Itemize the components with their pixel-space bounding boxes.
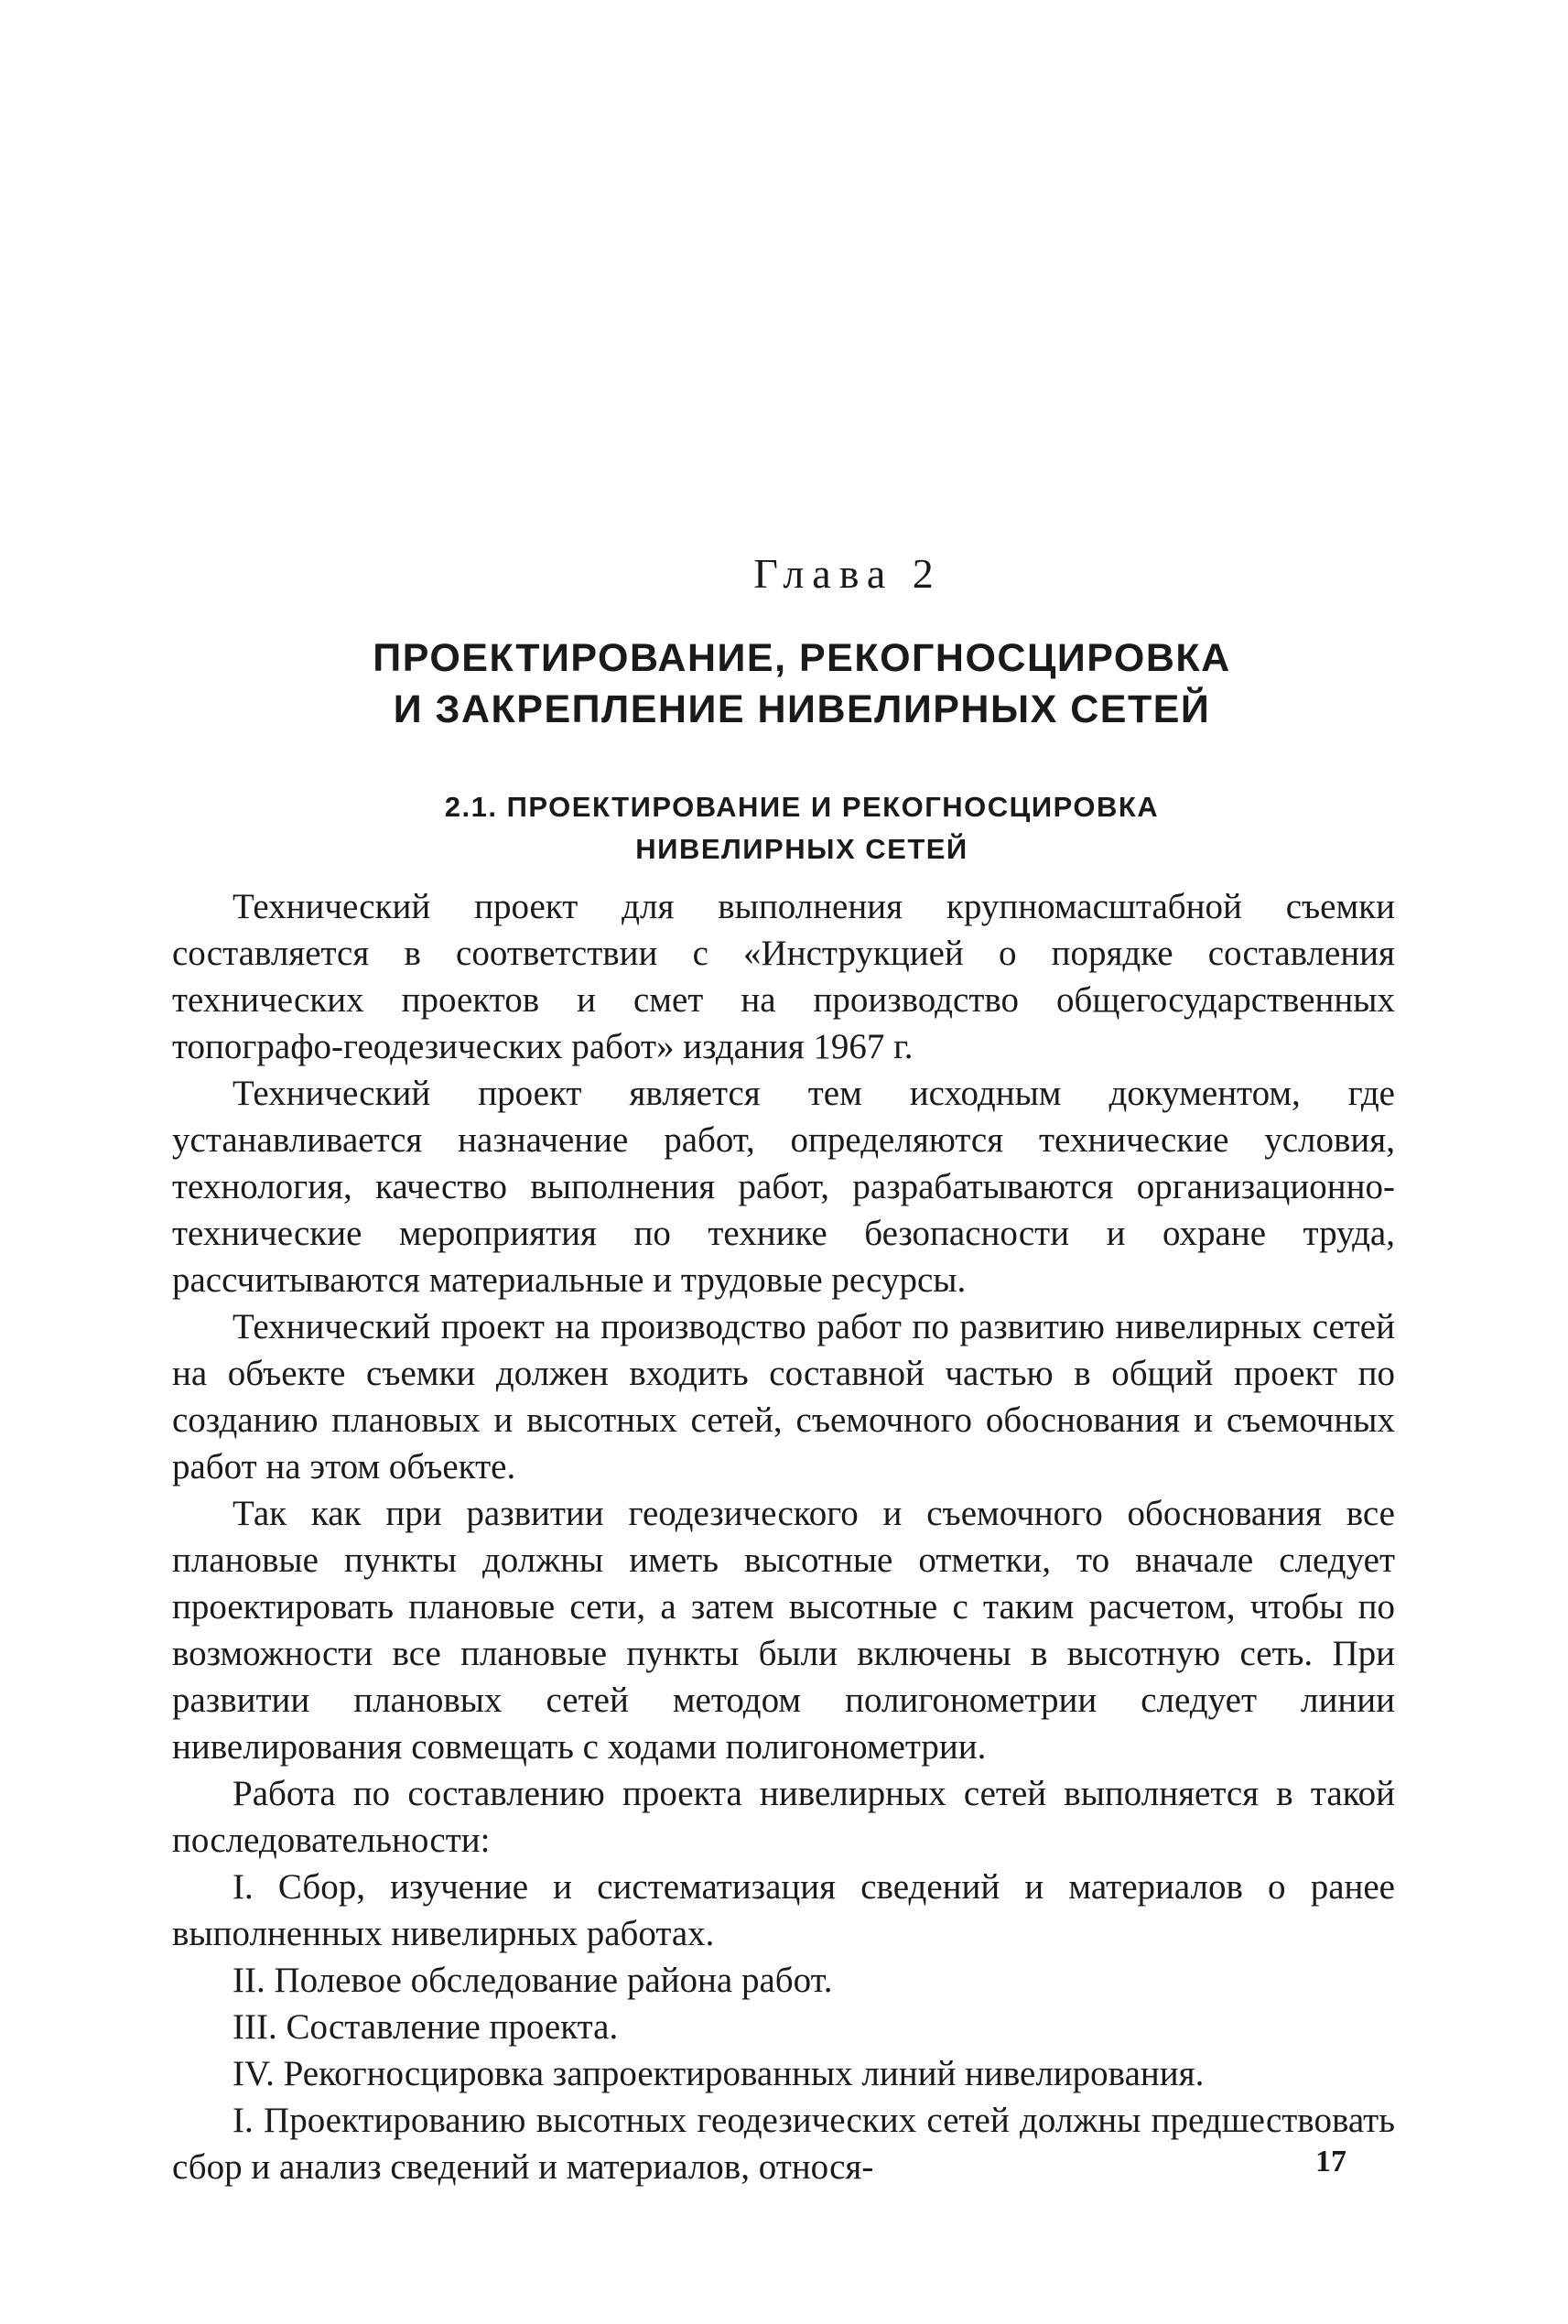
list-item-2: II. Полевое обследование района работ. — [232, 1961, 833, 2000]
body-text — [172, 883, 1395, 2190]
paragraph-2: Технический проект является тем исходным документом, где устанавливается назначение работ, определяются технические условия, технология, качество выполнения работ, разрабатываются организационно-технические мероприятия по технике безопасности и охране труда, рассчитываются материальные и трудовые ресурсы. — [172, 1074, 1395, 1300]
page-number: 17 — [1315, 2145, 1346, 2178]
chapter-title — [172, 632, 1395, 735]
paragraph-3: Технический проект на производство работ по развитию нивелирных сетей на объекте съемки должен входить составной частью в общий проект по созданию плановых и высотных сетей, съемочного обоснования и съемочных работ на этом объекте. — [172, 1307, 1395, 1486]
list-item-4: IV. Рекогносцировка запроектированных линий нивелирования. — [232, 2054, 1205, 2093]
list-item-3: III. Составление проекта. — [232, 2007, 619, 2047]
section-title — [172, 786, 1395, 870]
chapter-label: Глава 2 — [753, 550, 942, 597]
section-title-line-1: 2.1. ПРОЕКТИРОВАНИЕ И РЕКОГНОСЦИРОВКА — [444, 791, 1160, 823]
paragraph-6: I. Проектированию высотных геодезических сетей должны предшествовать сбор и анализ сведений и материалов, относя- — [172, 2101, 1395, 2187]
paragraph-1: Технический проект для выполнения крупномасштабной съемки составляется в соответствии с «Инструкцией о порядке составления технических проектов и смет на производство общегосударственных топографо-геодезических работ» издания 1967 г. — [172, 887, 1395, 1066]
list-item-1: I. Сбор, изучение и систематизация сведений и материалов о ранее выполненных нивелирных работах. — [172, 1867, 1395, 1953]
paragraph-4: Так как при развитии геодезического и съемочного обоснования все плановые пункты должны иметь высотные отметки, то вначале следует проектировать плановые сети, а затем высотные с таким расчетом, чтобы по возможности все плановые пункты были включены в высотную сеть. При развитии плановых сетей методом полигонометрии следует линии нивелирования совмещать с ходами полигонометрии. — [172, 1494, 1395, 1767]
chapter-title-line-2: И ЗАКРЕПЛЕНИЕ НИВЕЛИРНЫХ СЕТЕЙ — [393, 687, 1211, 731]
section-title-line-2: НИВЕЛИРНЫХ СЕТЕЙ — [635, 833, 968, 865]
chapter-title-line-1: ПРОЕКТИРОВАНИЕ, РЕКОГНОСЦИРОВКА — [373, 636, 1231, 680]
page-content — [172, 549, 1395, 2190]
paragraph-5: Работа по составлению проекта нивелирных сетей выполняется в такой последовательности: — [172, 1774, 1395, 1860]
